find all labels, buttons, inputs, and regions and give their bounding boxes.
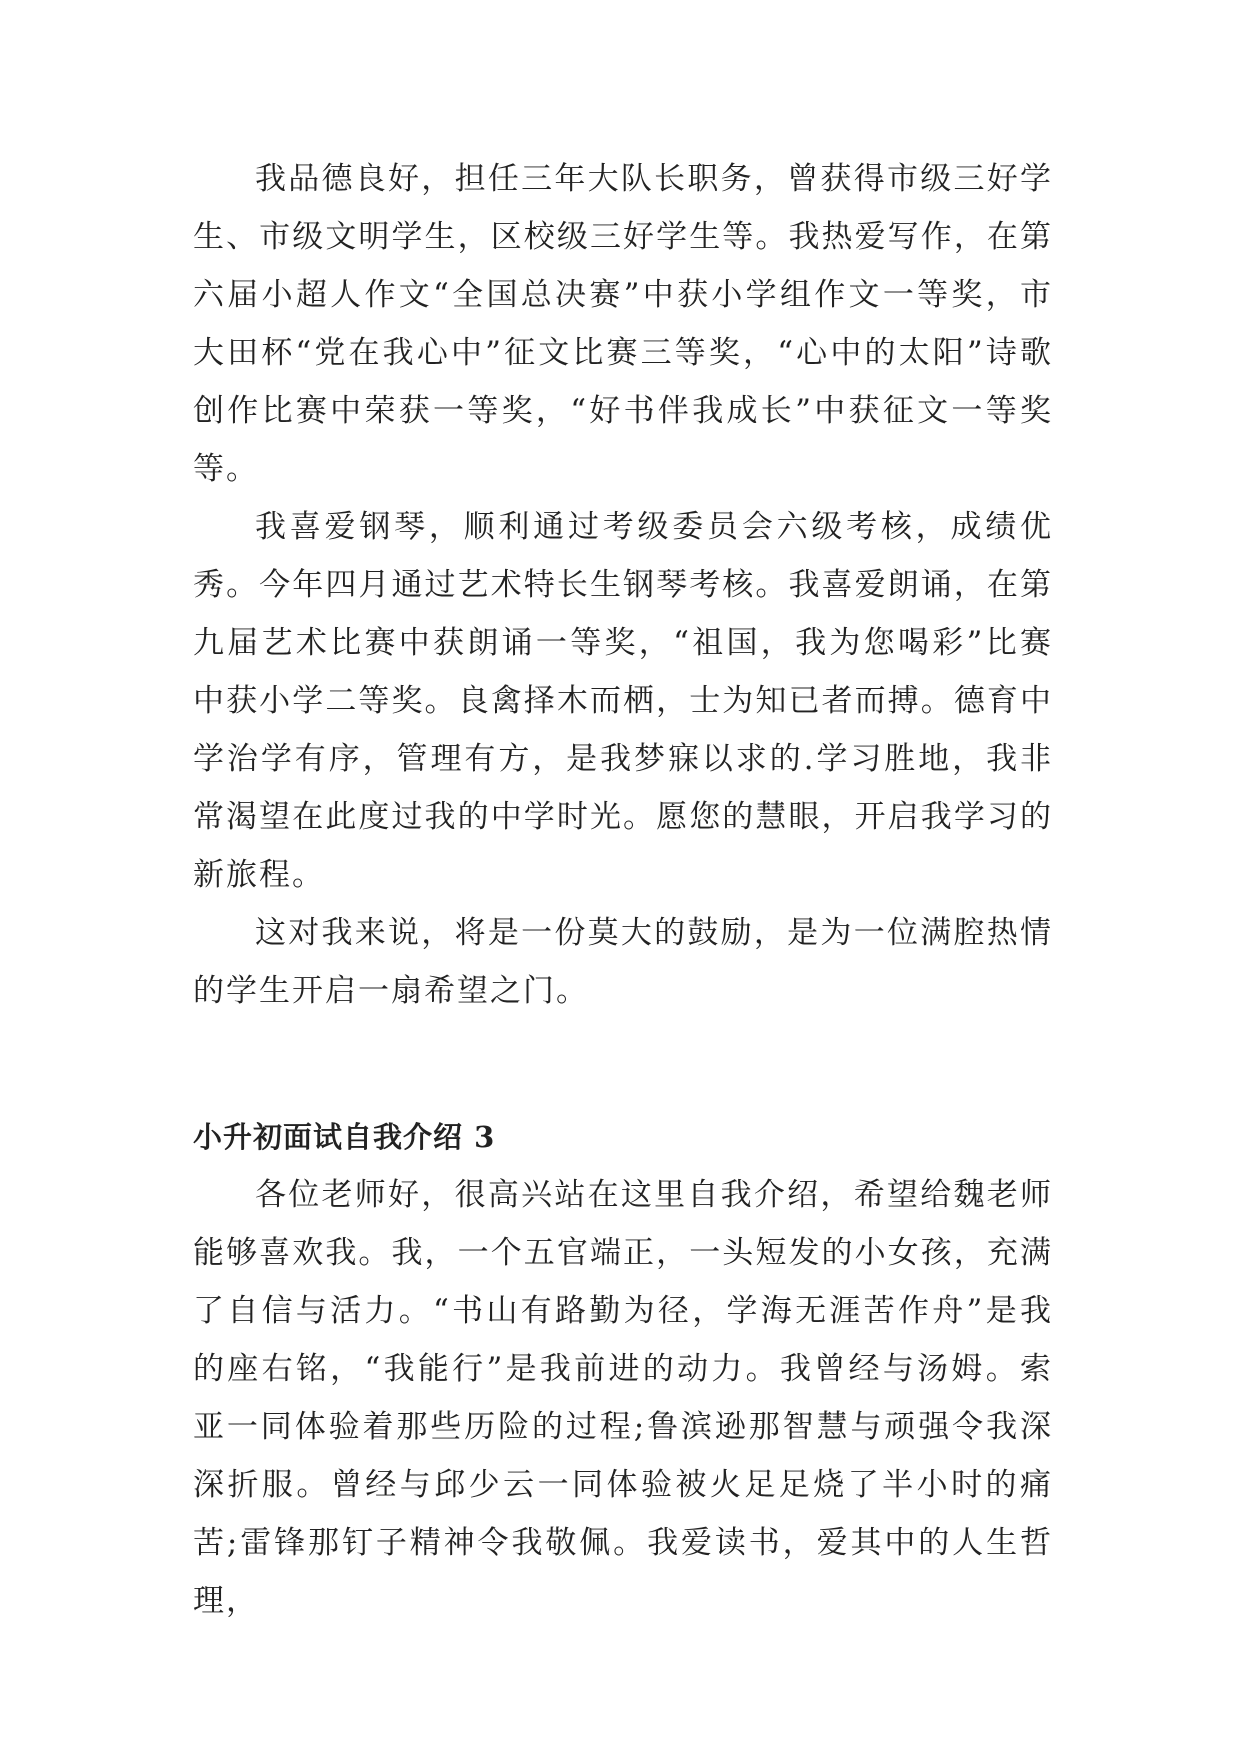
paragraph-closing: 这对我来说，将是一份莫大的鼓励，是为一位满腔热情的学生开启一扇希望之门。 — [193, 915, 1053, 1009]
paragraph-awards: 我品德良好，担任三年大队长职务，曾获得市级三好学生、市级文明学生，区校级三好学生等。我热爱写作，在第六届小超人作文“全国总决赛”中获小学组作文一等奖，市大田杯“党在我心中”征文比赛三等奖，“心中的太阳”诗歌创作比赛中荣获一等奖，“好书伴我成长”中获征文一等奖等。 — [193, 161, 1053, 487]
paragraph-piano: 我喜爱钢琴，顺利通过考级委员会六级考核，成绩优秀。今年四月通过艺术特长生钢琴考核。我喜爱朗诵，在第九届艺术比赛中获朗诵一等奖，“祖国，我为您喝彩”比赛中获小学二等奖。良禽择木而栖，士为知已者而搏。德育中学治学有序，管理有方，是我梦寐以求的.学习胜地，我非常渴望在此度过我的中学时光。愿您的慧眼，开启我学习的新旅程。 — [193, 509, 1053, 893]
section-heading: 小升初面试自我介绍 3 — [193, 1120, 496, 1154]
document-page — [193, 150, 1053, 1630]
paragraph-intro: 各位老师好，很高兴站在这里自我介绍，希望给魏老师能够喜欢我。我，一个五官端正，一头短发的小女孩，充满了自信与活力。“书山有路勤为径，学海无涯苦作舟”是我的座右铭，“我能行”是我前进的动力。我曾经与汤姆。索亚一同体验着那些历险的过程;鲁滨逊那智慧与顽强令我深深折服。曾经与邱少云一同体验被火足足烧了半小时的痛苦;雷锋那钉子精神令我敬佩。我爱读书，爱其中的人生哲理， — [193, 1177, 1053, 1619]
